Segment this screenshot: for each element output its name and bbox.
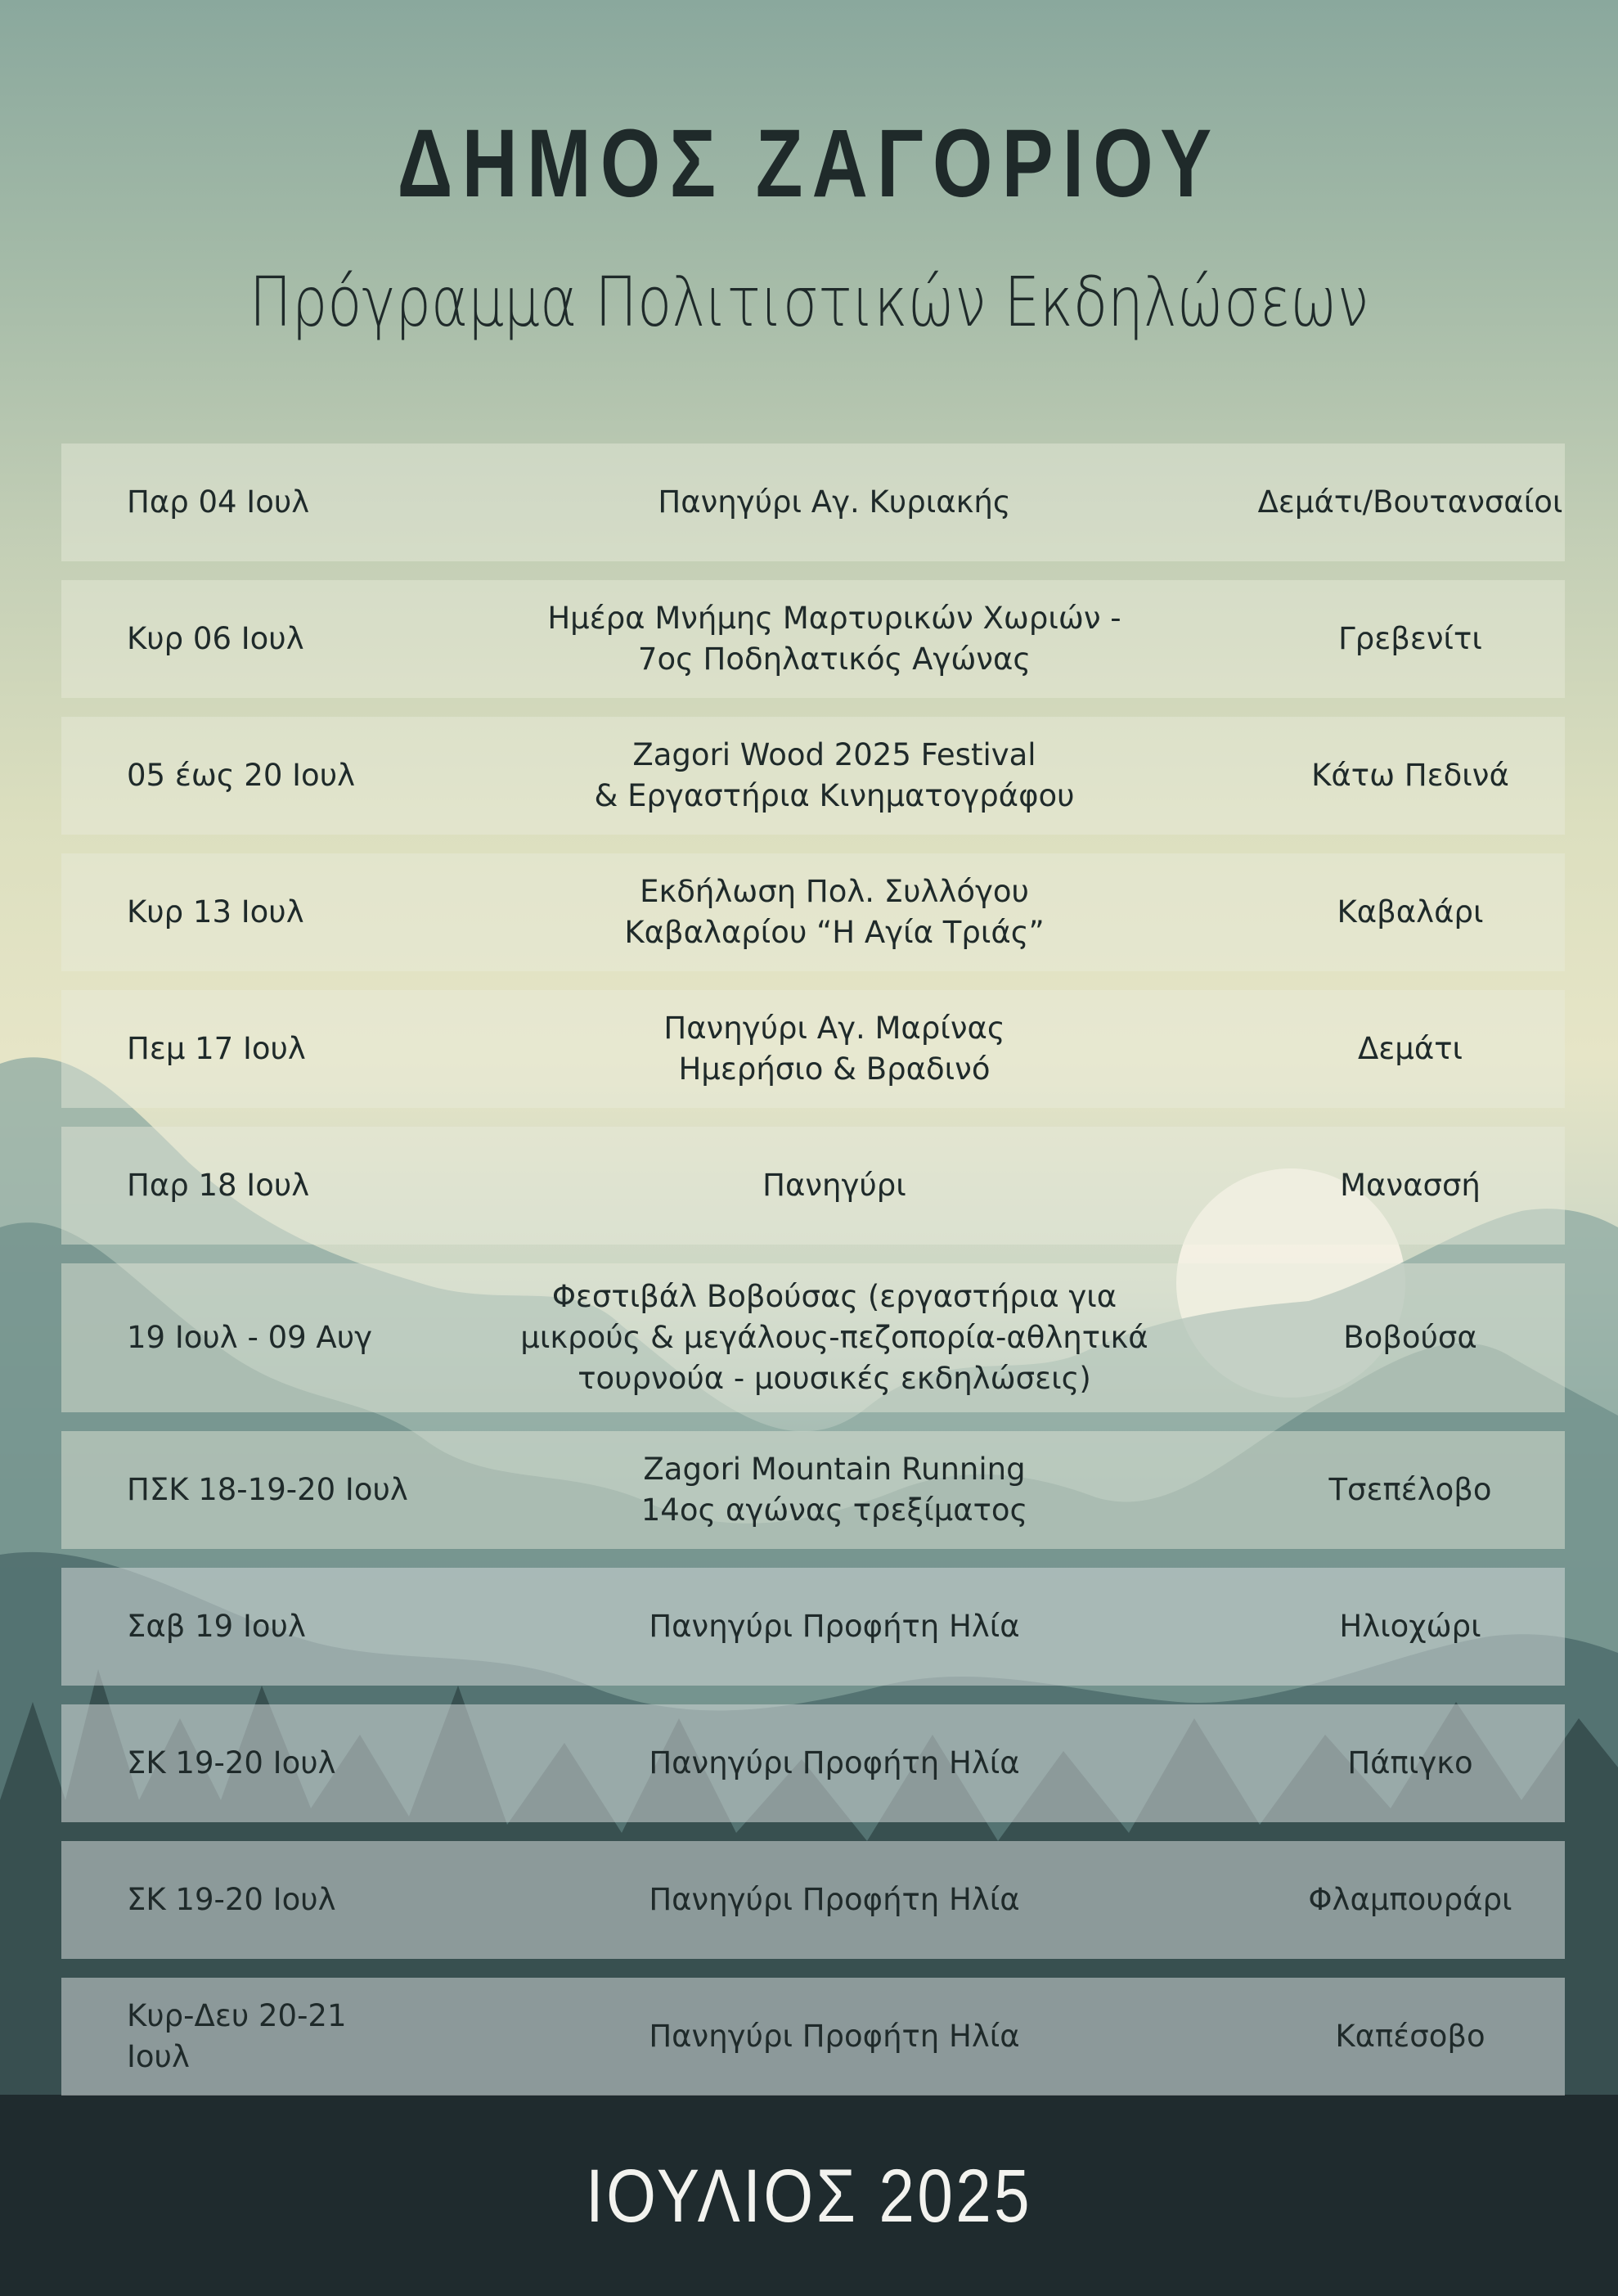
event-title: Πανηγύρι Αγ. Κυριακής (658, 484, 1011, 520)
event-row (61, 580, 1565, 698)
event-row (61, 1978, 1565, 2096)
event-row (61, 1704, 1565, 1822)
page-header (0, 98, 1618, 347)
event-date: ΠΣΚ 18-19-20 Ιουλ (127, 1472, 408, 1507)
event-location: Τσεπέλοβο (1328, 1472, 1492, 1507)
event-location: Γρεβενίτι (1338, 621, 1482, 656)
event-location: Καπέσοβο (1335, 2019, 1485, 2054)
event-row (61, 1431, 1565, 1549)
event-date: Παρ 18 Ιουλ (127, 1168, 310, 1203)
event-title: Πανηγύρι Προφήτη Ηλία (649, 1609, 1020, 1644)
event-row (61, 990, 1565, 1108)
event-date: ΣΚ 19-20 Ιουλ (127, 1745, 336, 1781)
event-row (61, 443, 1565, 561)
event-title: Εκδήλωση Πολ. Συλλόγου Καβαλαρίου “Η Αγία Τριάς” (624, 874, 1045, 950)
event-row (61, 853, 1565, 971)
event-location: Πάπιγκο (1347, 1745, 1473, 1781)
event-location: Κάτω Πεδινά (1311, 758, 1509, 793)
event-location: Καβαλάρι (1337, 894, 1484, 930)
event-location: Ηλιοχώρι (1339, 1609, 1481, 1644)
event-title: Φεστιβάλ Βοβούσας (εργαστήρια για μικρούς & μεγάλους-πεζοπορία-αθλητικά τουρνούα - μουσικές εκδηλώσεις) (520, 1279, 1148, 1396)
event-title: Πανηγύρι (762, 1168, 906, 1203)
events-schedule (61, 443, 1565, 2114)
event-date: ΣΚ 19-20 Ιουλ (127, 1882, 336, 1917)
event-row (61, 1568, 1565, 1686)
event-date: Κυρ-Δευ 20-21 Ιουλ (127, 1998, 347, 2074)
event-location: Βοβούσα (1343, 1320, 1477, 1355)
event-row (61, 1127, 1565, 1245)
event-row (61, 1841, 1565, 1959)
month-footer: ΙΟΥΛΙΟΣ 2025 (585, 2154, 1033, 2238)
event-title: Πανηγύρι Προφήτη Ηλία (649, 1745, 1020, 1781)
event-location: Δεμάτι/Βουτανσαίοι (1257, 484, 1563, 520)
event-row (61, 717, 1565, 835)
event-title: Πανηγύρι Αγ. Μαρίνας Ημερήσιο & Βραδινό (663, 1011, 1005, 1087)
event-date: Παρ 04 Ιουλ (127, 484, 310, 520)
event-date: Σαβ 19 Ιουλ (127, 1609, 306, 1644)
event-title: Πανηγύρι Προφήτη Ηλία (649, 1882, 1020, 1917)
event-location: Δεμάτι (1357, 1031, 1463, 1066)
event-date: 19 Ιουλ - 09 Αυγ (127, 1320, 373, 1355)
event-date: 05 έως 20 Ιουλ (127, 758, 355, 793)
program-subtitle: Πρόγραμμα Πολιτιστικών Εκδηλώσεων (249, 262, 1369, 342)
event-title: Zagori Wood 2025 Festival & Εργαστήρια Κινηματογράφου (594, 737, 1075, 813)
event-location: Μανασσή (1340, 1168, 1481, 1203)
event-date: Κυρ 06 Ιουλ (127, 621, 304, 656)
event-title: Zagori Mountain Running 14ος αγώνας τρεξίματος (640, 1452, 1028, 1528)
municipality-title: ΔΗΜΟΣ ΖΑΓΟΡΙΟΥ (397, 110, 1221, 218)
event-title: Ημέρα Μνήμης Μαρτυρικών Χωριών - 7ος Ποδηλατικός Αγώνας (547, 601, 1121, 677)
event-date: Κυρ 13 Ιουλ (127, 894, 304, 930)
event-location: Φλαμπουράρι (1308, 1882, 1512, 1917)
event-title: Πανηγύρι Προφήτη Ηλία (649, 2019, 1020, 2054)
event-row (61, 1263, 1565, 1412)
event-date: Πεμ 17 Ιουλ (127, 1031, 306, 1066)
